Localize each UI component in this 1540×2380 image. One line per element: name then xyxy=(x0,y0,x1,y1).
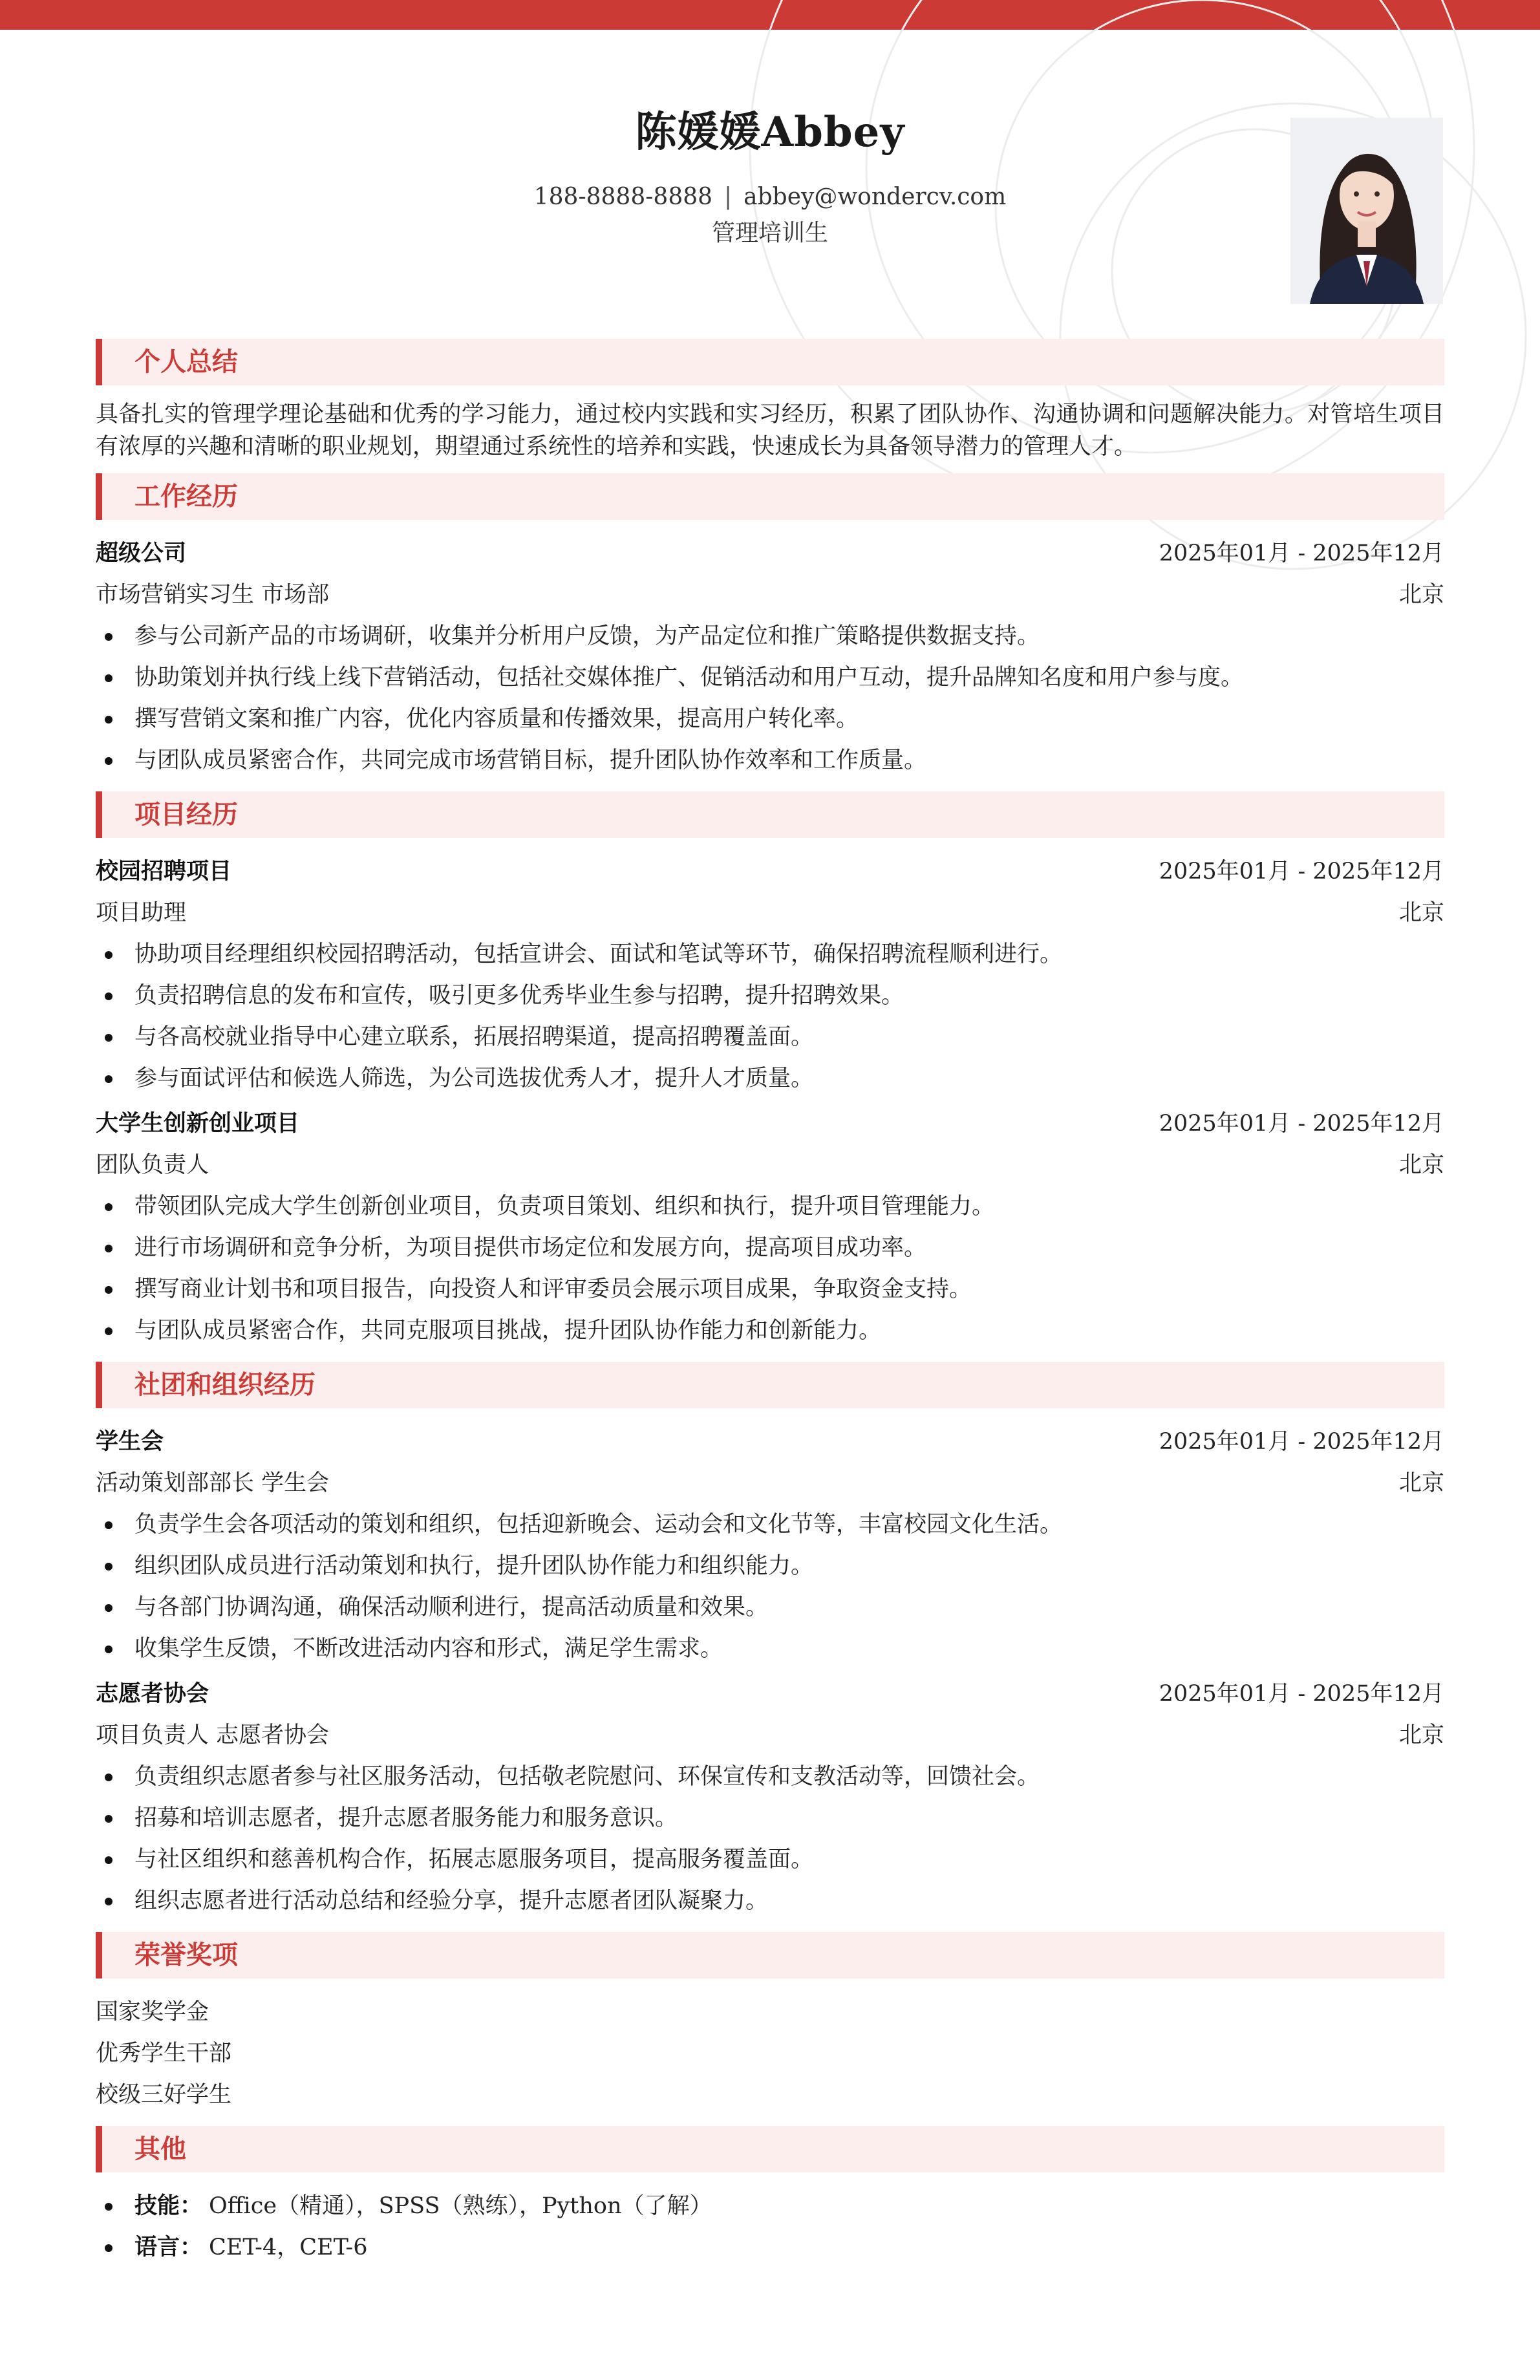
phone-number: 188-8888-8888 xyxy=(533,184,713,210)
entry-date: 2025年01月 - 2025年12月 xyxy=(1159,1111,1444,1137)
list-item: 与团队成员紧密合作，共同克服项目挑战，提升团队协作能力和创新能力。 xyxy=(96,1310,1444,1351)
entry-position: 团队负责人 xyxy=(96,1152,209,1178)
club-entry xyxy=(96,1421,1444,1669)
entry-date: 2025年01月 - 2025年12月 xyxy=(1159,541,1444,566)
project-entry xyxy=(96,851,1444,1099)
summary-text: 具备扎实的管理学理论基础和优秀的学习能力，通过校内实践和实习经历，积累了团队协作、沟通协调和问题解决能力。对管培生项目有浓厚的兴趣和清晰的职业规划，期望通过系统性的培养和实践，快速成长为具备领导潜力的管理人才。 xyxy=(96,402,1444,460)
list-item: 与团队成员紧密合作，共同完成市场营销目标，提升团队协作效率和工作质量。 xyxy=(96,740,1444,781)
entry-position: 活动策划部部长 学生会 xyxy=(96,1470,330,1496)
languages-item: 语言： CET-4，CET-6 xyxy=(96,2227,1444,2268)
club-entry xyxy=(96,1673,1444,1922)
list-item: 撰写营销文案和推广内容，优化内容质量和传播效果，提高用户转化率。 xyxy=(96,698,1444,740)
honor-item: 国家奖学金 xyxy=(96,1999,209,2025)
list-item: 撰写商业计划书和项目报告，向投资人和评审委员会展示项目成果，争取资金支持。 xyxy=(96,1269,1444,1310)
entry-location: 北京 xyxy=(1398,1152,1444,1178)
list-item: 参与公司新产品的市场调研，收集并分析用户反馈，为产品定位和推广策略提供数据支持。 xyxy=(96,616,1444,657)
list-item: 与各部门协调沟通，确保活动顺利进行，提高活动质量和效果。 xyxy=(96,1587,1444,1628)
project-entry xyxy=(96,1103,1444,1351)
list-item: 与各高校就业指导中心建立联系，拓展招聘渠道，提高招聘覆盖面。 xyxy=(96,1016,1444,1058)
entry-location: 北京 xyxy=(1398,1470,1444,1496)
entry-bullets xyxy=(96,1186,1444,1351)
entry-location: 北京 xyxy=(1398,582,1444,608)
other-list xyxy=(96,2185,1444,2268)
contact-separator: | xyxy=(724,184,733,210)
candidate-name: 陈媛媛Abbey xyxy=(635,108,905,156)
profile-photo xyxy=(1290,118,1443,304)
honor-item: 校级三好学生 xyxy=(96,2082,232,2108)
entry-bullets xyxy=(96,1504,1444,1669)
section-title-clubs: 社团和组织经历 xyxy=(96,1362,1444,1408)
top-accent-bar xyxy=(0,0,1540,30)
section-title-honors: 荣誉奖项 xyxy=(96,1932,1444,1978)
entry-bullets xyxy=(96,934,1444,1099)
list-item: 参与面试评估和候选人筛选，为公司选拔优秀人才，提升人才质量。 xyxy=(96,1058,1444,1099)
honor-item: 优秀学生干部 xyxy=(96,2041,232,2066)
section-title-other: 其他 xyxy=(96,2126,1444,2172)
entry-organization: 学生会 xyxy=(96,1428,164,1455)
entry-position: 项目负责人 志愿者协会 xyxy=(96,1722,330,1748)
entry-date: 2025年01月 - 2025年12月 xyxy=(1159,859,1444,884)
entry-organization: 大学生创新创业项目 xyxy=(96,1110,300,1137)
list-item: 负责学生会各项活动的策划和组织，包括迎新晚会、运动会和文化节等，丰富校园文化生活。 xyxy=(96,1504,1444,1545)
skills-item: 技能： Office（精通），SPSS（熟练），Python（了解） xyxy=(96,2185,1444,2227)
list-item: 招募和培训志愿者，提升志愿者服务能力和服务意识。 xyxy=(96,1797,1444,1839)
entry-position: 市场营销实习生 市场部 xyxy=(96,582,330,608)
entry-organization: 志愿者协会 xyxy=(96,1680,209,1707)
entry-date: 2025年01月 - 2025年12月 xyxy=(1159,1681,1444,1707)
section-title-summary: 个人总结 xyxy=(96,339,1444,385)
work-entry xyxy=(96,533,1444,781)
section-title-work: 工作经历 xyxy=(96,473,1444,520)
entry-organization: 超级公司 xyxy=(96,540,187,566)
entry-location: 北京 xyxy=(1398,1722,1444,1748)
list-item: 与社区组织和慈善机构合作，拓展志愿服务项目，提高服务覆盖面。 xyxy=(96,1839,1444,1880)
portrait-illustration xyxy=(1290,118,1443,304)
entry-organization: 校园招聘项目 xyxy=(96,858,232,884)
list-item: 负责组织志愿者参与社区服务活动，包括敬老院慰问、环保宣传和支教活动等，回馈社会。 xyxy=(96,1756,1444,1797)
list-item: 组织志愿者进行活动总结和经验分享，提升志愿者团队凝聚力。 xyxy=(96,1880,1444,1922)
target-role: 管理培训生 xyxy=(711,220,828,246)
list-item: 组织团队成员进行活动策划和执行，提升团队协作能力和组织能力。 xyxy=(96,1545,1444,1587)
list-item: 协助策划并执行线上线下营销活动，包括社交媒体推广、促销活动和用户互动，提升品牌知名度和用户参与度。 xyxy=(96,657,1444,698)
resume-body xyxy=(96,328,1444,2268)
section-title-projects: 项目经历 xyxy=(96,791,1444,838)
list-item: 带领团队完成大学生创新创业项目，负责项目策划、组织和执行，提升项目管理能力。 xyxy=(96,1186,1444,1227)
entry-bullets xyxy=(96,616,1444,781)
email-address: abbey@wondercv.com xyxy=(743,184,1007,210)
entry-date: 2025年01月 - 2025年12月 xyxy=(1159,1429,1444,1455)
list-item: 负责招聘信息的发布和宣传，吸引更多优秀毕业生参与招聘，提升招聘效果。 xyxy=(96,975,1444,1016)
entry-position: 项目助理 xyxy=(96,900,187,926)
list-item: 收集学生反馈，不断改进活动内容和形式，满足学生需求。 xyxy=(96,1628,1444,1669)
list-item: 协助项目经理组织校园招聘活动，包括宣讲会、面试和笔试等环节，确保招聘流程顺利进行。 xyxy=(96,934,1444,975)
list-item: 进行市场调研和竞争分析，为项目提供市场定位和发展方向，提高项目成功率。 xyxy=(96,1227,1444,1269)
entry-bullets xyxy=(96,1756,1444,1922)
entry-location: 北京 xyxy=(1398,900,1444,926)
